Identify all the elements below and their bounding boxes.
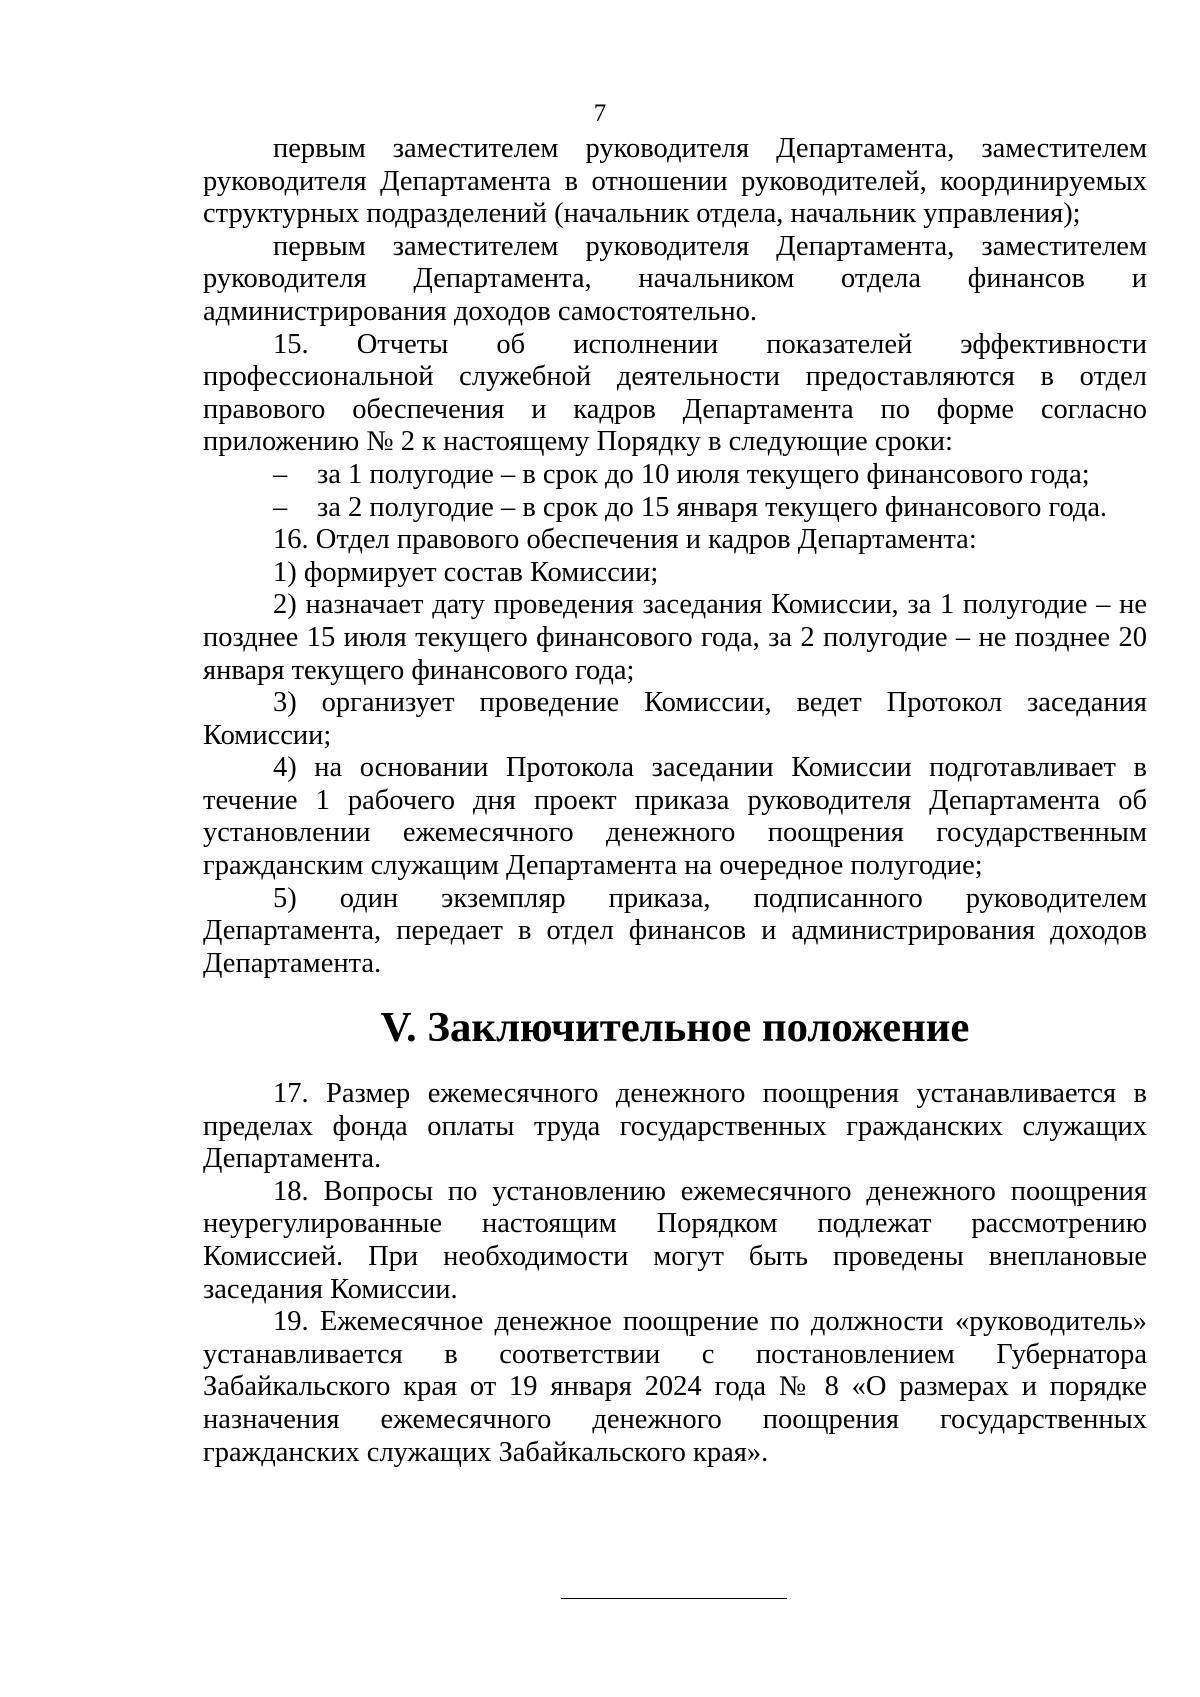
list-item xyxy=(203,459,1147,492)
paragraph: 2) назначает дату проведения заседания Комиссии, за 1 полугодие – не позднее 15 июля текущего финансового года, за 2 полугодие – не позднее 20 января текущего финансового года; xyxy=(203,589,1147,686)
document-body xyxy=(203,133,1147,1469)
page-number: 7 xyxy=(593,100,607,127)
paragraph: 4) на основании Протокола заседании Комиссии подготавливает в течение 1 рабочего дня проект приказа руководителя Департамента об установлении ежемесячного денежного поощрения государственным гражданским служащим Департамента на очередное полугодие; xyxy=(203,752,1147,882)
dash-bullet: – xyxy=(273,491,288,523)
paragraph: 15. Отчеты об исполнении показателей эффективности профессиональной служебной деятельности предоставляются в отдел правового обеспечения и кадров Департамента по форме согласно приложению № 2 к настоящему Порядку в следующие сроки: xyxy=(203,328,1147,458)
paragraph: 18. Вопросы по установлению ежемесячного денежного поощрения неурегулированные настоящим Порядком подлежат рассмотрению Комиссией. При необходимости могут быть проведены внеплановые заседания Комиссии. xyxy=(203,1175,1147,1305)
dash-bullet: – xyxy=(273,458,288,490)
paragraph: 17. Размер ежемесячного денежного поощрения устанавливается в пределах фонда оплаты труда государственных гражданских служащих Департамента. xyxy=(203,1078,1147,1175)
end-of-document-rule xyxy=(561,1598,787,1599)
paragraph: 19. Ежемесячное денежное поощрение по должности «руководитель» устанавливается в соответствии с постановлением Губернатора Забайкальского края от 19 января 2024 года № 8 «О размерах и порядке назначения ежемесячного денежного поощрения государственных гражданских служащих Забайкальского края». xyxy=(203,1306,1147,1468)
paragraph: 5) один экземпляр приказа, подписанного руководителем Департамента, передает в отдел финансов и администрирования доходов Департамента. xyxy=(203,882,1147,979)
paragraph: первым заместителем руководителя Департамента, заместителем руководителя Департамента в отношении руководителей, координируемых структурных подразделений (начальник отдела, начальник управления); xyxy=(203,133,1147,230)
list-item-text: за 2 полугодие – в срок до 15 января текущего финансового года. xyxy=(317,491,1108,523)
paragraph: 1) формирует состав Комиссии; xyxy=(273,556,659,588)
paragraph: первым заместителем руководителя Департамента, заместителем руководителя Департамента, начальником отдела финансов и администрирования доходов самостоятельно. xyxy=(203,230,1147,327)
paragraph: 3) организует проведение Комиссии, ведет Протокол заседания Комиссии; xyxy=(203,687,1147,751)
paragraph: 16. Отдел правового обеспечения и кадров Департамента: xyxy=(273,524,977,556)
list-item xyxy=(203,492,1147,525)
section-heading: V. Заключительное положение xyxy=(380,1004,970,1052)
list-item-text: за 1 полугодие – в срок до 10 июля текущего финансового года; xyxy=(317,458,1090,490)
